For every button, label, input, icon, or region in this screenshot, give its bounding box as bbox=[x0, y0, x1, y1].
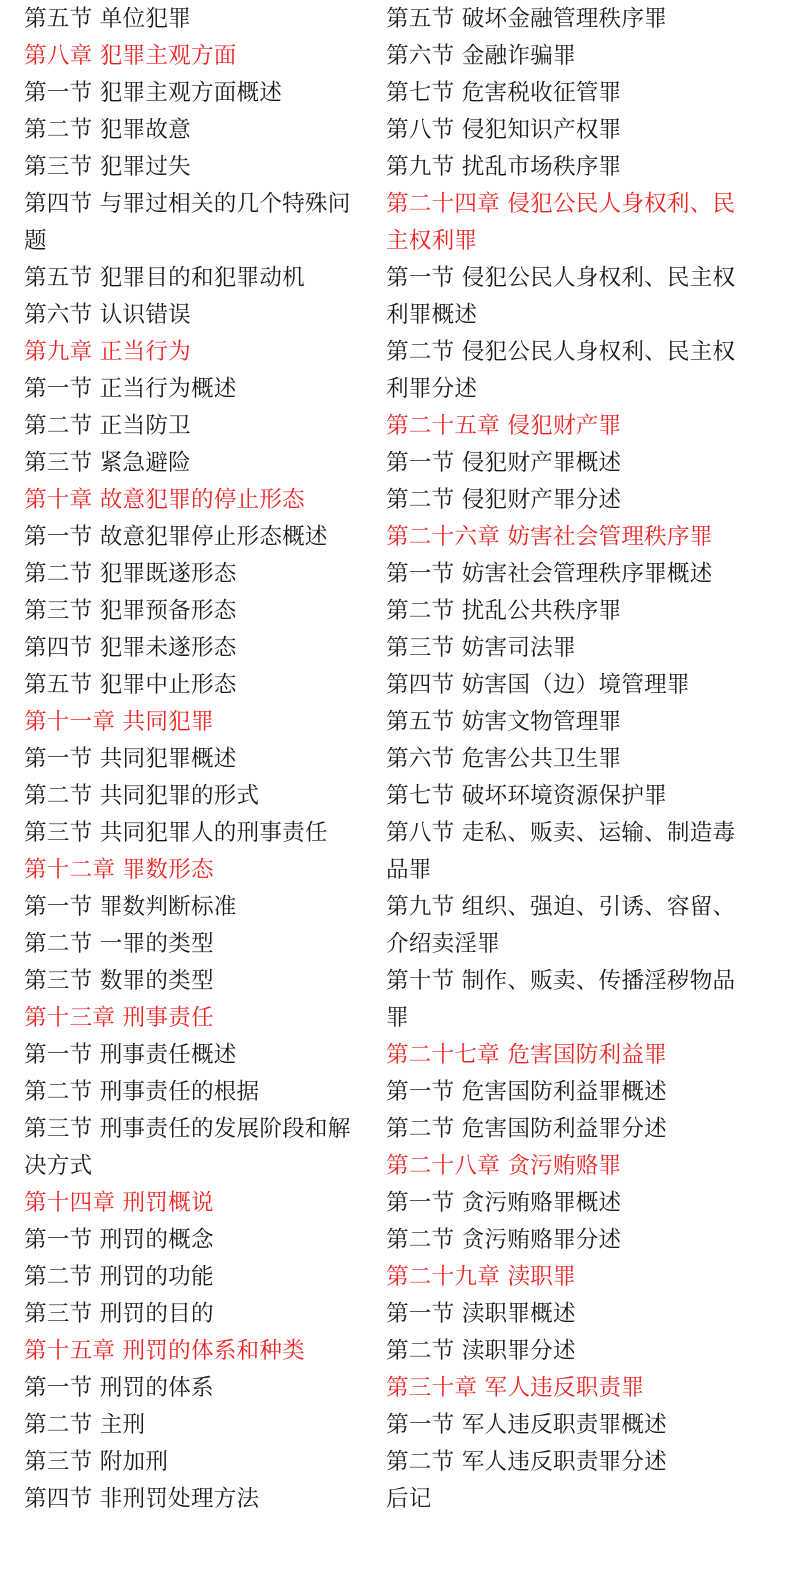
section-entry: 第六节 危害公共卫生罪 bbox=[386, 746, 622, 772]
chapter-heading: 第十四章 刑罚概说 bbox=[24, 1190, 214, 1216]
section-entry: 第三节 犯罪预备形态 bbox=[24, 598, 237, 624]
section-entry: 第六节 认识错误 bbox=[24, 302, 191, 328]
section-entry: 第十节 制作、贩卖、传播淫秽物品罪 bbox=[386, 968, 736, 1031]
chapter-heading: 第十一章 共同犯罪 bbox=[24, 709, 214, 735]
chapter-heading: 第十二章 罪数形态 bbox=[24, 857, 214, 883]
section-entry: 第一节 犯罪主观方面概述 bbox=[24, 80, 283, 106]
chapter-heading: 第八章 犯罪主观方面 bbox=[24, 43, 237, 69]
section-entry: 第二节 一罪的类型 bbox=[24, 931, 214, 957]
section-entry: 第一节 刑罚的概念 bbox=[24, 1227, 214, 1253]
section-entry: 第三节 刑事责任的发展阶段和解决方式 bbox=[24, 1116, 351, 1179]
section-entry: 第五节 犯罪目的和犯罪动机 bbox=[24, 265, 305, 291]
section-entry: 第一节 妨害社会管理秩序罪概述 bbox=[386, 561, 713, 587]
section-entry: 第二节 共同犯罪的形式 bbox=[24, 783, 260, 809]
section-entry: 第二节 扰乱公共秩序罪 bbox=[386, 598, 622, 624]
section-entry: 第一节 故意犯罪停止形态概述 bbox=[24, 524, 328, 550]
chapter-heading: 第二十五章 侵犯财产罪 bbox=[386, 413, 622, 439]
section-entry: 第一节 正当行为概述 bbox=[24, 376, 237, 402]
section-entry: 后记 bbox=[386, 1486, 432, 1512]
section-entry: 第五节 单位犯罪 bbox=[24, 6, 191, 32]
section-entry: 第三节 附加刑 bbox=[24, 1449, 169, 1475]
section-entry: 第一节 渎职罪概述 bbox=[386, 1301, 576, 1327]
section-entry: 第五节 犯罪中止形态 bbox=[24, 672, 237, 698]
section-entry: 第一节 共同犯罪概述 bbox=[24, 746, 237, 772]
section-entry: 第三节 数罪的类型 bbox=[24, 968, 214, 994]
chapter-heading: 第十五章 刑罚的体系和种类 bbox=[24, 1338, 305, 1364]
section-entry: 第二节 正当防卫 bbox=[24, 413, 191, 439]
chapter-heading: 第十三章 刑事责任 bbox=[24, 1005, 214, 1031]
section-entry: 第三节 刑罚的目的 bbox=[24, 1301, 214, 1327]
toc-right-column bbox=[386, 1, 758, 1518]
section-entry: 第一节 罪数判断标准 bbox=[24, 894, 237, 920]
section-entry: 第七节 破坏环境资源保护罪 bbox=[386, 783, 667, 809]
section-entry: 第一节 刑事责任概述 bbox=[24, 1042, 237, 1068]
section-entry: 第一节 侵犯财产罪概述 bbox=[386, 450, 622, 476]
section-entry: 第三节 犯罪过失 bbox=[24, 154, 191, 180]
section-entry: 第四节 妨害国（边）境管理罪 bbox=[386, 672, 690, 698]
section-entry: 第一节 刑罚的体系 bbox=[24, 1375, 214, 1401]
section-entry: 第九节 组织、强迫、引诱、容留、介绍卖淫罪 bbox=[386, 894, 736, 957]
section-entry: 第五节 妨害文物管理罪 bbox=[386, 709, 622, 735]
section-entry: 第二节 危害国防利益罪分述 bbox=[386, 1116, 667, 1142]
section-entry: 第四节 犯罪未遂形态 bbox=[24, 635, 237, 661]
chapter-heading: 第二十七章 危害国防利益罪 bbox=[386, 1042, 667, 1068]
section-entry: 第五节 破坏金融管理秩序罪 bbox=[386, 6, 667, 32]
section-entry: 第七节 危害税收征管罪 bbox=[386, 80, 622, 106]
section-entry: 第八节 走私、贩卖、运输、制造毒品罪 bbox=[386, 820, 736, 883]
section-entry: 第二节 主刑 bbox=[24, 1412, 146, 1438]
section-entry: 第二节 渎职罪分述 bbox=[386, 1338, 576, 1364]
section-entry: 第九节 扰乱市场秩序罪 bbox=[386, 154, 622, 180]
section-entry: 第一节 危害国防利益罪概述 bbox=[386, 1079, 667, 1105]
chapter-heading: 第九章 正当行为 bbox=[24, 339, 191, 365]
toc-left-column bbox=[24, 1, 369, 1518]
section-entry: 第三节 紧急避险 bbox=[24, 450, 191, 476]
chapter-heading: 第三十章 军人违反职责罪 bbox=[386, 1375, 645, 1401]
section-entry: 第一节 军人违反职责罪概述 bbox=[386, 1412, 667, 1438]
section-entry: 第二节 犯罪故意 bbox=[24, 117, 191, 143]
section-entry: 第六节 金融诈骗罪 bbox=[386, 43, 576, 69]
section-entry: 第二节 刑事责任的根据 bbox=[24, 1079, 260, 1105]
chapter-heading: 第二十四章 侵犯公民人身权利、民主权利罪 bbox=[386, 191, 736, 254]
chapter-heading: 第十章 故意犯罪的停止形态 bbox=[24, 487, 305, 513]
chapter-heading: 第二十八章 贪污贿赂罪 bbox=[386, 1153, 622, 1179]
section-entry: 第二节 军人违反职责罪分述 bbox=[386, 1449, 667, 1475]
section-entry: 第一节 侵犯公民人身权利、民主权利罪概述 bbox=[386, 265, 736, 328]
section-entry: 第二节 刑罚的功能 bbox=[24, 1264, 214, 1290]
section-entry: 第二节 贪污贿赂罪分述 bbox=[386, 1227, 622, 1253]
section-entry: 第二节 侵犯公民人身权利、民主权利罪分述 bbox=[386, 339, 736, 402]
section-entry: 第二节 犯罪既遂形态 bbox=[24, 561, 237, 587]
chapter-heading: 第二十六章 妨害社会管理秩序罪 bbox=[386, 524, 713, 550]
section-entry: 第四节 非刑罚处理方法 bbox=[24, 1486, 260, 1512]
section-entry: 第三节 共同犯罪人的刑事责任 bbox=[24, 820, 328, 846]
section-entry: 第三节 妨害司法罪 bbox=[386, 635, 576, 661]
section-entry: 第一节 贪污贿赂罪概述 bbox=[386, 1190, 622, 1216]
chapter-heading: 第二十九章 渎职罪 bbox=[386, 1264, 576, 1290]
section-entry: 第四节 与罪过相关的几个特殊问题 bbox=[24, 191, 351, 254]
section-entry: 第二节 侵犯财产罪分述 bbox=[386, 487, 622, 513]
section-entry: 第八节 侵犯知识产权罪 bbox=[386, 117, 622, 143]
